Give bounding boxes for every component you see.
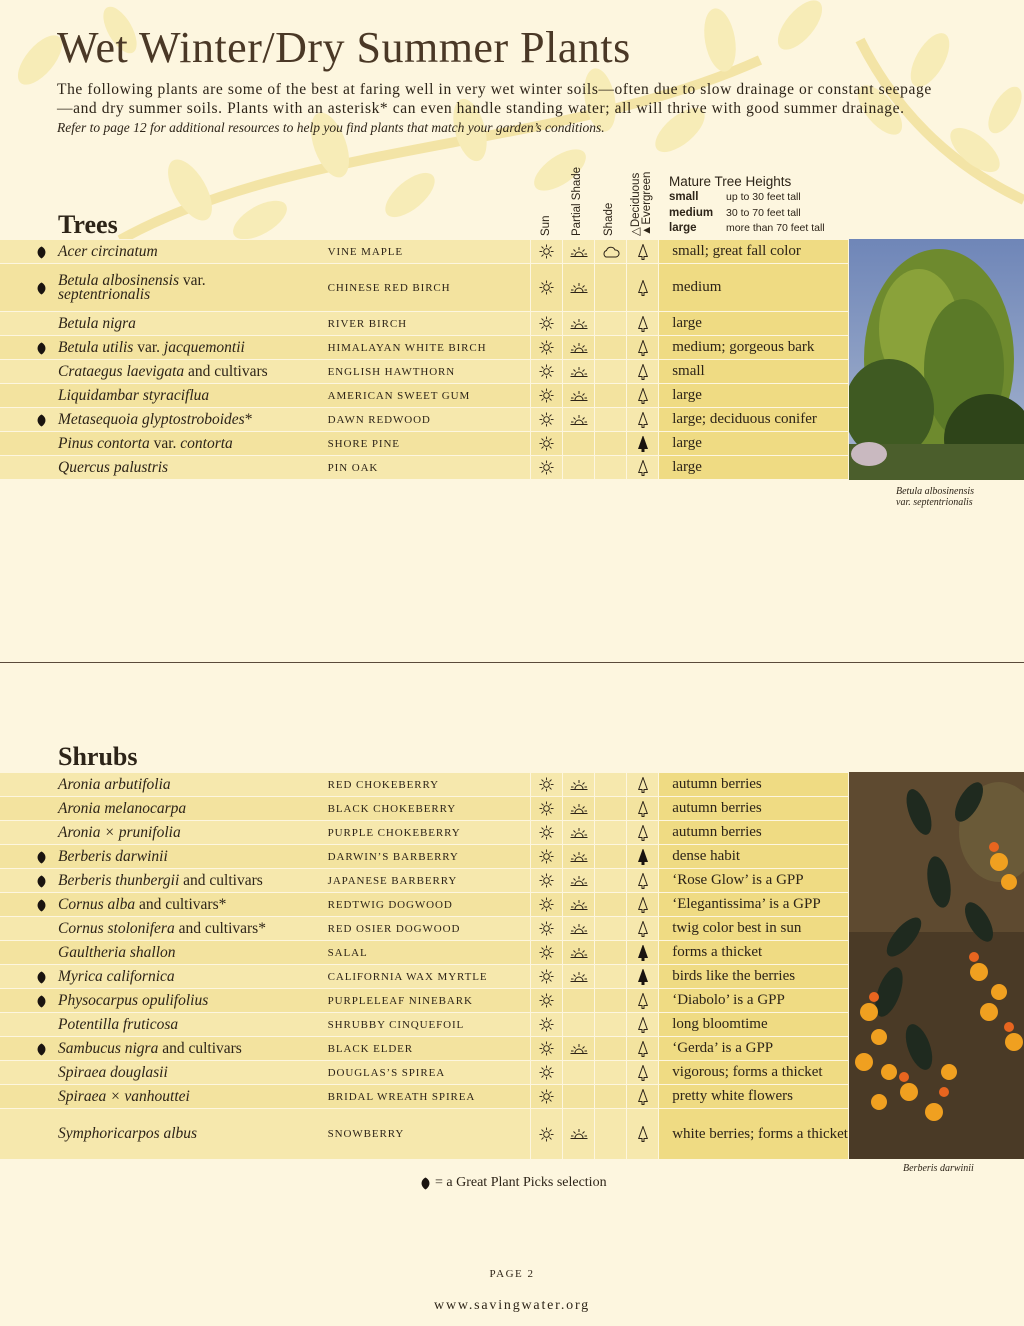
deciduous-icon [626,1109,658,1159]
plant-note: dense habit [658,845,848,868]
latin-name: Berberis thunbergii and cultivars [58,871,263,889]
sun-icon [530,432,562,455]
empty-cell [594,1085,626,1108]
page-title: Wet Winter/Dry Summer Plants [57,23,631,72]
latin-name: Symphoricarpos albus [58,1125,198,1142]
latin-name: Acer circinatum [58,242,158,260]
empty-cell [594,360,626,383]
sun-icon [530,360,562,383]
empty-cell [594,821,626,844]
gpp-leaf-icon [36,342,47,354]
gpp-leaf-icon [36,971,47,983]
common-name: SALAL [327,946,368,959]
sun-icon [530,1061,562,1084]
latin-name: Betula albosinensis var. septentrionalis [58,271,206,303]
common-name: SHRUBBY CINQUEFOIL [327,1018,465,1031]
latin-name: Berberis darwinii [58,847,168,865]
latin-name: Metasequoia glyptostroboides* [58,410,253,428]
tree-photo [849,239,1024,480]
plant-note: ‘Rose Glow’ is a GPP [658,869,848,892]
partial-shade-icon [562,264,594,311]
common-name: VINE MAPLE [327,245,403,258]
common-name: DOUGLAS’S SPIREA [327,1066,446,1079]
latin-name: Betula nigra [58,314,136,332]
empty-cell [594,432,626,455]
plant-row [0,263,848,311]
latin-name: Spiraea × vanhouttei [58,1087,190,1105]
trees-table [0,239,848,479]
deciduous-icon [626,989,658,1012]
plant-row [0,407,848,431]
empty-cell [562,1013,594,1036]
sun-icon [530,821,562,844]
latin-name: Sambucus nigra and cultivars [58,1039,242,1057]
shrub-photo [849,772,1024,1159]
sun-icon [530,1085,562,1108]
col-head-shade: Shade [603,202,615,236]
plant-row [0,796,848,820]
col-head-deciduous: △Deciduous [630,172,642,236]
latin-name: Cornus alba and cultivars* [58,895,227,913]
common-name: ENGLISH HAWTHORN [327,365,456,378]
empty-cell [594,456,626,479]
plant-note: vigorous; forms a thicket [658,1061,848,1084]
gpp-leaf-icon [36,995,47,1007]
partial-shade-icon [562,360,594,383]
common-name: JAPANESE BARBERRY [327,874,458,887]
plant-note: ‘Gerda’ is a GPP [658,1037,848,1060]
plant-note: large [658,312,848,335]
deciduous-icon [626,917,658,940]
latin-name: Spiraea douglasii [58,1063,168,1081]
legend-title: Mature Tree Heights [669,174,792,189]
intro-text: The following plants are some of the best at faring well in very wet winter soils—often due to slow drainage or constant seepage—and dry summer soils. Plants with an asterisk* can even handle standing water; all will thrive with good summer drainage. [57,81,932,117]
common-name: CALIFORNIA WAX MYRTLE [327,970,488,983]
deciduous-icon [626,1013,658,1036]
partial-shade-icon [562,797,594,820]
gpp-legend-text: = a Great Plant Picks selection [435,1175,607,1190]
empty-cell [594,336,626,359]
latin-name: Gaultheria shallon [58,943,176,961]
empty-cell [562,1061,594,1084]
plant-row [0,916,848,940]
plant-note: large [658,456,848,479]
empty-cell [594,1037,626,1060]
plant-note: long bloomtime [658,1013,848,1036]
sun-icon [530,336,562,359]
common-name: PURPLE CHOKEBERRY [327,826,461,839]
plant-row [0,988,848,1012]
section-divider [0,662,1024,663]
plant-row [0,383,848,407]
deciduous-icon [626,1061,658,1084]
partial-shade-icon [562,821,594,844]
sun-icon [530,1013,562,1036]
plant-row [0,1108,848,1159]
empty-cell [562,989,594,1012]
deciduous-arrow-icon: △ [630,227,642,236]
common-name: RED OSIER DOGWOOD [327,922,461,935]
empty-cell [594,1061,626,1084]
plant-note: autumn berries [658,797,848,820]
latin-name: Crataegus laevigata and cultivars [58,362,268,380]
deciduous-icon [626,893,658,916]
plant-row [0,1060,848,1084]
plant-note: white berries; forms a thicket [658,1109,848,1159]
evergreen-icon [626,432,658,455]
gpp-leaf-icon [36,899,47,911]
gpp-leaf-icon [36,282,47,294]
gpp-leaf-icon [36,851,47,863]
intro-paragraph [57,80,937,137]
plant-note: large [658,384,848,407]
tree-heights-legend [669,174,825,237]
page-number: PAGE 2 [489,1268,535,1280]
deciduous-icon [626,312,658,335]
sun-icon [530,917,562,940]
common-name: CHINESE RED BIRCH [327,281,451,294]
empty-cell [594,797,626,820]
gpp-leaf-icon [36,246,47,258]
latin-name: Aronia arbutifolia [58,775,171,793]
sun-icon [530,456,562,479]
partial-shade-icon [562,845,594,868]
gpp-legend [420,1175,607,1191]
deciduous-icon [626,821,658,844]
evergreen-icon [626,845,658,868]
latin-name: Quercus palustris [58,458,169,476]
partial-shade-icon [562,869,594,892]
empty-cell [594,893,626,916]
plant-row [0,940,848,964]
deciduous-icon [626,773,658,796]
empty-cell [594,773,626,796]
plant-row [0,844,848,868]
partial-shade-icon [562,893,594,916]
plant-row [0,868,848,892]
intro-note: Refer to page 12 for additional resources to help you find plants that match your garden’s conditions. [57,120,605,135]
empty-cell [594,384,626,407]
empty-cell [594,941,626,964]
deciduous-icon [626,336,658,359]
plant-row [0,892,848,916]
partial-shade-icon [562,1109,594,1159]
common-name: DAWN REDWOOD [327,413,431,426]
shrubs-table [0,772,848,1159]
plant-note: forms a thicket [658,941,848,964]
plant-note: birds like the berries [658,965,848,988]
plant-note: large [658,432,848,455]
latin-name: Pinus contorta var. contorta [58,434,233,452]
sun-icon [530,312,562,335]
shade-icon [594,240,626,263]
common-name: REDTWIG DOGWOOD [327,898,453,911]
partial-shade-icon [562,336,594,359]
plant-note: large; deciduous conifer [658,408,848,431]
plant-row [0,820,848,844]
shrub-photo-caption: Berberis darwinii [903,1163,974,1174]
common-name: BRIDAL WREATH SPIREA [327,1090,476,1103]
plant-row [0,311,848,335]
sun-icon [530,797,562,820]
common-name: SNOWBERRY [327,1128,405,1140]
plant-row [0,431,848,455]
plant-row [0,1084,848,1108]
plant-note: medium [658,264,848,311]
plant-row [0,964,848,988]
sun-icon [530,1109,562,1159]
empty-cell [594,1109,626,1159]
sun-icon [530,941,562,964]
evergreen-icon [626,941,658,964]
common-name: DARWIN’S BARBERRY [327,850,459,863]
plant-note: autumn berries [658,821,848,844]
latin-name: Potentilla fruticosa [58,1015,179,1033]
col-head-evergreen: ▲Evergreen [641,171,653,236]
partial-shade-icon [562,312,594,335]
latin-name: Liquidambar styraciflua [58,386,210,404]
sun-icon [530,240,562,263]
empty-cell [594,264,626,311]
latin-name: Betula utilis var. jacquemontii [58,338,245,356]
plant-note: small [658,360,848,383]
latin-name: Myrica californica [58,967,175,985]
plant-row [0,359,848,383]
plant-row [0,239,848,263]
latin-name: Aronia melanocarpa [58,799,187,817]
plant-note: small; great fall color [658,240,848,263]
common-name: RIVER BIRCH [327,317,407,330]
deciduous-icon [626,408,658,431]
empty-cell [562,1085,594,1108]
gpp-leaf-icon [36,414,47,426]
deciduous-icon [626,797,658,820]
plant-row [0,1012,848,1036]
sun-icon [530,869,562,892]
empty-cell [562,456,594,479]
partial-shade-icon [562,1037,594,1060]
plant-row [0,455,848,479]
sun-icon [530,845,562,868]
deciduous-icon [626,240,658,263]
empty-cell [594,312,626,335]
partial-shade-icon [562,965,594,988]
plant-note: twig color best in sun [658,917,848,940]
gpp-leaf-icon [36,1043,47,1055]
plant-note: pretty white flowers [658,1085,848,1108]
sun-icon [530,384,562,407]
partial-shade-icon [562,384,594,407]
empty-cell [594,408,626,431]
website-url: www.savingwater.org [434,1298,590,1313]
sun-icon [530,264,562,311]
sun-icon [530,408,562,431]
legend-row: medium 30 to 70 feet tall [669,206,801,219]
common-name: RED CHOKEBERRY [327,778,439,791]
empty-cell [594,965,626,988]
deciduous-icon [626,869,658,892]
common-name: HIMALAYAN WHITE BIRCH [327,341,487,354]
gpp-leaf-icon [420,1177,431,1190]
partial-shade-icon [562,408,594,431]
empty-cell [594,917,626,940]
latin-name: Physocarpus opulifolius [58,991,209,1009]
sun-icon [530,965,562,988]
sun-icon [530,989,562,1012]
common-name: PURPLELEAF NINEBARK [327,994,473,1007]
common-name: SHORE PINE [327,437,400,450]
partial-shade-icon [562,773,594,796]
plant-note: ‘Diabolo’ is a GPP [658,989,848,1012]
empty-cell [562,432,594,455]
deciduous-icon [626,360,658,383]
col-head-partial-shade: Partial Shade [571,166,583,236]
legend-row: small up to 30 feet tall [669,191,801,203]
trees-heading: Trees [58,210,118,239]
plant-row [0,1036,848,1060]
col-head-sun: Sun [540,215,552,236]
common-name: BLACK ELDER [327,1042,414,1055]
tree-photo-caption: Betula albosinensis var. septentrionalis [896,486,975,508]
sun-icon [530,1037,562,1060]
plant-row [0,772,848,796]
sun-icon [530,893,562,916]
sun-icon [530,773,562,796]
deciduous-icon [626,1037,658,1060]
gpp-leaf-icon [36,875,47,887]
deciduous-icon [626,264,658,311]
evergreen-arrow-icon: ▲ [641,224,653,236]
empty-cell [594,869,626,892]
empty-cell [594,989,626,1012]
deciduous-icon [626,384,658,407]
legend-row: large more than 70 feet tall [669,222,825,234]
empty-cell [594,1013,626,1036]
common-name: AMERICAN SWEET GUM [327,389,471,402]
common-name: PIN OAK [327,461,379,474]
common-name: BLACK CHOKEBERRY [327,802,457,815]
deciduous-icon [626,1085,658,1108]
deciduous-icon [626,456,658,479]
empty-cell [594,845,626,868]
plant-note: ‘Elegantissima’ is a GPP [658,893,848,916]
latin-name: Aronia × prunifolia [58,823,181,841]
plant-row [0,335,848,359]
partial-shade-icon [562,917,594,940]
plant-note: autumn berries [658,773,848,796]
shrubs-heading: Shrubs [58,742,138,771]
evergreen-icon [626,965,658,988]
latin-name: Cornus stolonifera and cultivars* [58,919,266,937]
partial-shade-icon [562,240,594,263]
plant-note: medium; gorgeous bark [658,336,848,359]
partial-shade-icon [562,941,594,964]
